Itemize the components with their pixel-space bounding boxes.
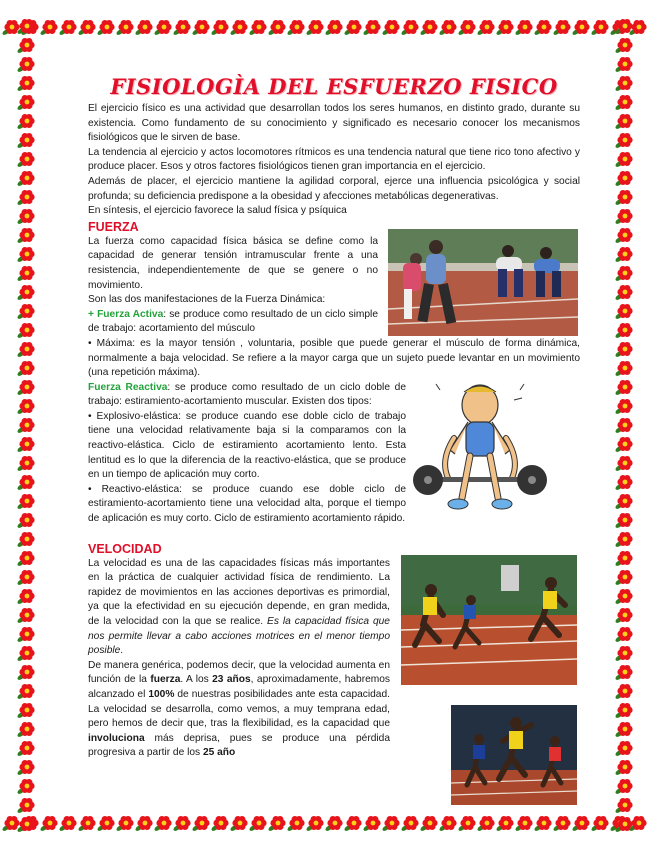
border-flower bbox=[115, 20, 133, 36]
fuerza-reactiva-text: : se produce como resultado de un ciclo doble de trabajo: estiramiento-acortamiento muscular. Existen dos tipos: bbox=[88, 381, 406, 408]
velocidad-p2-involuciona: involuciona bbox=[88, 732, 145, 744]
velocidad-paragraph-2 bbox=[88, 659, 390, 761]
fuerza-reactiva-paragraph bbox=[88, 381, 406, 410]
border-flower bbox=[590, 20, 608, 36]
border-flower bbox=[614, 798, 632, 814]
border-flower bbox=[16, 133, 34, 149]
border-flower bbox=[571, 20, 589, 36]
border-flower bbox=[362, 20, 380, 36]
border-flower bbox=[614, 532, 632, 548]
border-flower bbox=[381, 816, 399, 832]
border-flower bbox=[16, 57, 34, 73]
border-flower bbox=[614, 380, 632, 396]
border-flower bbox=[267, 816, 285, 832]
velocidad-p2-part-a: De manera genérica, podemos decir, que la velocidad aumenta en función de la bbox=[88, 659, 390, 686]
flower-border-left bbox=[14, 14, 40, 836]
border-flower bbox=[614, 722, 632, 738]
border-flower bbox=[614, 475, 632, 491]
border-flower bbox=[362, 816, 380, 832]
velocidad-p1-italic: Es la capacidad física que nos permite llevar a cabo acciones motrices en el menor tiempo posible bbox=[88, 616, 390, 657]
border-flower bbox=[400, 20, 418, 36]
border-flower bbox=[614, 228, 632, 244]
section-heading-velocidad: VELOCIDAD bbox=[88, 541, 162, 556]
border-flower bbox=[153, 816, 171, 832]
border-flower bbox=[172, 20, 190, 36]
border-flower bbox=[248, 816, 266, 832]
border-flower bbox=[614, 399, 632, 415]
document-body bbox=[88, 72, 580, 761]
border-flower bbox=[614, 190, 632, 206]
border-flower bbox=[533, 20, 551, 36]
border-flower bbox=[16, 266, 34, 282]
border-flower bbox=[16, 228, 34, 244]
border-flower bbox=[77, 20, 95, 36]
border-flower bbox=[248, 20, 266, 36]
section-heading-fuerza: FUERZA bbox=[88, 219, 139, 234]
border-flower bbox=[229, 816, 247, 832]
border-flower bbox=[533, 816, 551, 832]
border-flower bbox=[134, 816, 152, 832]
velocidad-p2-part-b: . A los bbox=[180, 674, 209, 686]
border-flower bbox=[343, 816, 361, 832]
border-flower bbox=[476, 20, 494, 36]
velocidad-p1-text: La velocidad es una de las capacidades físicas más importantes en la práctica de cualquier actividad física de rendimiento. La rapidez de movimientos en las acciones deportivas es primordial, ya que la efectividad en su ejecución depende, en gran medida, de la velocidad con la que se realice. bbox=[88, 557, 390, 627]
border-flower bbox=[16, 399, 34, 415]
border-flower bbox=[614, 665, 632, 681]
fuerza-activa-paragraph bbox=[88, 308, 378, 337]
border-flower bbox=[614, 38, 632, 54]
border-flower bbox=[614, 285, 632, 301]
border-flower bbox=[16, 532, 34, 548]
border-flower bbox=[16, 190, 34, 206]
border-flower bbox=[614, 304, 632, 320]
border-flower bbox=[419, 20, 437, 36]
border-flower bbox=[16, 722, 34, 738]
border-flower bbox=[16, 741, 34, 757]
border-flower bbox=[16, 152, 34, 168]
border-flower bbox=[614, 266, 632, 282]
border-flower bbox=[16, 171, 34, 187]
border-flower bbox=[614, 247, 632, 263]
border-flower bbox=[324, 20, 342, 36]
border-flower bbox=[614, 57, 632, 73]
velocidad-p2-part-d: de nuestras posibilidades ante esta capacidad. La velocidad se desarrolla, como vemos, a muy temprana edad, pero hemos de decir que, tras la flexibilidad, es la capacidad que bbox=[88, 688, 390, 730]
border-flower bbox=[39, 816, 57, 832]
border-flower bbox=[16, 418, 34, 434]
border-flower bbox=[16, 38, 34, 54]
fuerza-manifestations: Son las dos manifestaciones de la Fuerza Dinámica: bbox=[88, 294, 326, 306]
velocidad-p2-100: 100% bbox=[148, 688, 175, 700]
border-flower bbox=[457, 816, 475, 832]
border-flower bbox=[16, 361, 34, 377]
border-flower bbox=[16, 551, 34, 567]
border-flower bbox=[16, 380, 34, 396]
border-flower bbox=[286, 816, 304, 832]
border-flower bbox=[16, 304, 34, 320]
border-flower bbox=[419, 816, 437, 832]
border-flower bbox=[495, 20, 513, 36]
border-flower bbox=[457, 20, 475, 36]
border-flower bbox=[343, 20, 361, 36]
border-flower bbox=[16, 456, 34, 472]
border-flower bbox=[552, 816, 570, 832]
intro-paragraph-1: El ejercicio físico es una actividad que desarrollan todos los seres humanos, en distinto grado, durante su existencia. Como fundamento de su conocimiento y significado es necesario conocer los mecanismos fisiológicos que le sirven de base. bbox=[88, 103, 580, 144]
border-flower bbox=[614, 418, 632, 434]
border-flower bbox=[614, 152, 632, 168]
border-flower bbox=[16, 76, 34, 92]
border-flower bbox=[134, 20, 152, 36]
border-flower bbox=[16, 475, 34, 491]
intro-paragraph-2: La tendencia al ejercicio y actos locomotores rítmicos es una tendencia natural que tiene rico tono afectivo y produce placer. Esos y otros factores fisiológicos tienen gran importancia en el ejercicio. bbox=[88, 146, 580, 173]
border-flower bbox=[16, 760, 34, 776]
border-flower bbox=[614, 323, 632, 339]
border-flower bbox=[96, 816, 114, 832]
flower-border-bottom bbox=[0, 810, 655, 836]
border-flower bbox=[16, 95, 34, 111]
border-flower bbox=[614, 684, 632, 700]
border-flower bbox=[400, 816, 418, 832]
border-flower bbox=[614, 513, 632, 529]
border-flower bbox=[305, 816, 323, 832]
intro-paragraph-4: En síntesis, el ejercicio favorece la salud física y psíquica bbox=[88, 205, 347, 217]
border-flower bbox=[614, 608, 632, 624]
border-flower bbox=[514, 20, 532, 36]
border-flower bbox=[16, 817, 34, 833]
border-flower bbox=[324, 816, 342, 832]
border-flower bbox=[552, 20, 570, 36]
explosivo-elastica-paragraph: • Explosivo-elástica: se produce cuando ese doble ciclo de trabajo tiene una velocidad relativamente baja si la comparamos con la reactivo-elástica. Ciclo de estiramiento acortamiento lento. Esta lentitud es lo que la diferencia de la reactivo-elástica, que se produce en un tiempo de aplicación muy corto. bbox=[88, 410, 406, 481]
intro-paragraph-3: Además de placer, el ejercicio mantiene la agilidad corporal, ejerce una influencia psicológica y social profunda; su deficiencia predispone a la obesidad y afecciones metabólicas degenerativas. bbox=[88, 175, 580, 202]
border-flower bbox=[614, 95, 632, 111]
border-flower bbox=[614, 551, 632, 567]
border-flower bbox=[614, 741, 632, 757]
border-flower bbox=[16, 285, 34, 301]
border-flower bbox=[438, 816, 456, 832]
border-flower bbox=[16, 114, 34, 130]
border-flower bbox=[614, 456, 632, 472]
border-flower bbox=[96, 20, 114, 36]
border-flower bbox=[514, 816, 532, 832]
border-flower bbox=[16, 209, 34, 225]
border-flower bbox=[614, 171, 632, 187]
velocidad-p2-fuerza: fuerza bbox=[150, 674, 181, 686]
border-flower bbox=[305, 20, 323, 36]
border-flower bbox=[229, 20, 247, 36]
border-flower bbox=[16, 19, 34, 35]
border-flower bbox=[381, 20, 399, 36]
border-flower bbox=[191, 20, 209, 36]
fuerza-activa-text: : se produce como resultado de un ciclo simple de trabajo: acortamiento del músculo bbox=[88, 308, 378, 335]
border-flower bbox=[16, 513, 34, 529]
border-flower bbox=[267, 20, 285, 36]
border-flower bbox=[16, 247, 34, 263]
border-flower bbox=[495, 816, 513, 832]
reactivo-elastica-paragraph: • Reactivo-elástica: se produce cuando ese doble ciclo de estiramiento-acortamiento tiene una velocidad alta, porque el tiempo de aplicación es muy corto. Ciclo de estiramiento acortamiento rápido. bbox=[88, 483, 406, 525]
border-flower bbox=[16, 608, 34, 624]
border-flower bbox=[16, 665, 34, 681]
border-flower bbox=[16, 494, 34, 510]
border-flower bbox=[614, 570, 632, 586]
border-flower bbox=[614, 209, 632, 225]
flower-border-top bbox=[0, 14, 655, 40]
fuerza-definition: La fuerza como capacidad física básica se define como la capacidad de generar tensión intramuscular frente a una resistencia, independientemente de que se genere o no movimiento. bbox=[88, 235, 378, 291]
border-flower bbox=[210, 816, 228, 832]
velocidad-p2-part-c: , aproximadamente, habremos alcanzado el bbox=[88, 674, 390, 700]
flower-border-right bbox=[612, 14, 638, 836]
border-flower bbox=[614, 703, 632, 719]
velocidad-p2-25: 25 año bbox=[202, 747, 236, 759]
border-flower bbox=[77, 816, 95, 832]
border-flower bbox=[153, 20, 171, 36]
fuerza-reactiva-label: Fuerza Reactiva bbox=[88, 381, 168, 393]
border-flower bbox=[58, 816, 76, 832]
border-flower bbox=[614, 760, 632, 776]
border-flower bbox=[614, 646, 632, 662]
border-flower bbox=[191, 816, 209, 832]
border-flower bbox=[614, 437, 632, 453]
page-title: FISIOLOGÌA DEL ESFUERZO FISICO bbox=[110, 74, 558, 99]
border-flower bbox=[16, 779, 34, 795]
border-flower bbox=[16, 570, 34, 586]
border-flower bbox=[614, 361, 632, 377]
border-flower bbox=[614, 627, 632, 643]
border-flower bbox=[476, 816, 494, 832]
border-flower bbox=[39, 20, 57, 36]
velocidad-paragraph-1: La velocidad es una de las capacidades físicas más importantes en la práctica de cualquier actividad física de rendimiento. La rapidez de movimientos en las acciones deportivas es primordial, ya que la efectividad en su ejecución depende, en gran medida, de la velocidad con la que se realice. Es la capacidad física que nos permite llevar a cabo acciones motrices en el menor tiempo posible. bbox=[88, 557, 390, 657]
border-flower bbox=[590, 816, 608, 832]
border-flower bbox=[172, 816, 190, 832]
border-flower bbox=[16, 323, 34, 339]
border-flower bbox=[614, 114, 632, 130]
border-flower bbox=[614, 494, 632, 510]
border-flower bbox=[16, 703, 34, 719]
border-flower bbox=[571, 816, 589, 832]
border-flower bbox=[614, 342, 632, 358]
border-flower bbox=[16, 437, 34, 453]
border-flower bbox=[614, 19, 632, 35]
fuerza-activa-label: + Fuerza Activa bbox=[88, 308, 164, 320]
border-flower bbox=[438, 20, 456, 36]
border-flower bbox=[16, 684, 34, 700]
velocidad-p2-23-anos: 23 años bbox=[212, 674, 251, 686]
velocidad-p2-part-e: más deprisa, pues se produce una pérdida progresiva a partir de los bbox=[88, 732, 390, 759]
border-flower bbox=[58, 20, 76, 36]
border-flower bbox=[614, 589, 632, 605]
border-flower bbox=[614, 817, 632, 833]
border-flower bbox=[16, 342, 34, 358]
border-flower bbox=[286, 20, 304, 36]
border-flower bbox=[16, 798, 34, 814]
border-flower bbox=[614, 76, 632, 92]
border-flower bbox=[210, 20, 228, 36]
border-flower bbox=[614, 133, 632, 149]
border-flower bbox=[614, 779, 632, 795]
fuerza-maxima-paragraph: • Máxima: es la mayor tensión , voluntaria, posible que puede generar el músculo de forma dinámica, normalmente a baja velocidad. Se refiere a la mayor carga que un sujeto puede levantar en un movimiento (una repetición máxima). bbox=[88, 337, 580, 379]
border-flower bbox=[115, 816, 133, 832]
border-flower bbox=[16, 646, 34, 662]
border-flower bbox=[16, 589, 34, 605]
border-flower bbox=[16, 627, 34, 643]
